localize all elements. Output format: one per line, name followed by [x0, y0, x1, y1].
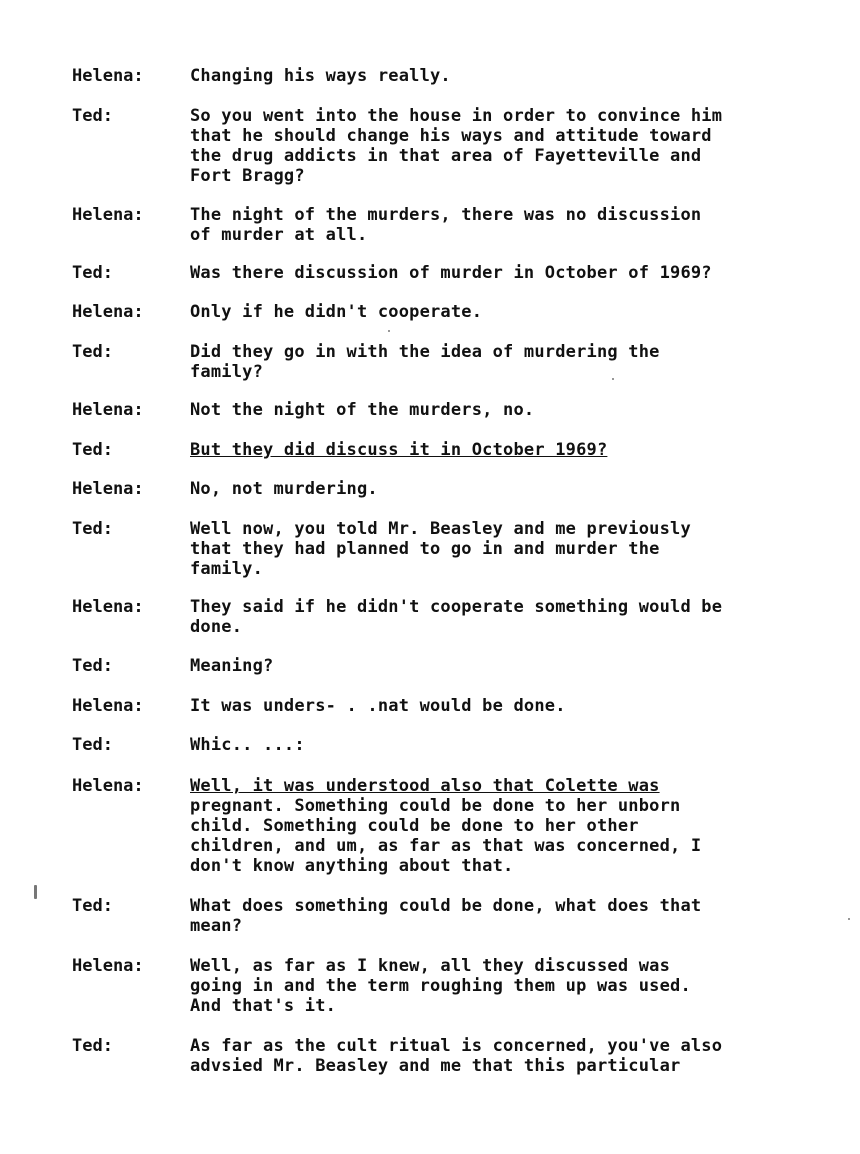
dialogue-line: of murder at all.	[190, 225, 368, 245]
dialogue-line: Changing his ways really.	[190, 66, 451, 86]
dialogue-line: Well, it was understood also that Colette was	[190, 776, 660, 796]
speaker-label: Helena:	[72, 66, 144, 86]
dialogue-line: Was there discussion of murder in October of 1969?	[190, 263, 712, 283]
dialogue-line: So you went into the house in order to convince him	[190, 106, 723, 126]
speaker-label: Ted:	[72, 519, 113, 539]
speaker-label: Helena:	[72, 776, 144, 796]
dialogue-line: The night of the murders, there was no discussion	[190, 205, 702, 225]
dialogue-line: But they did discuss it in October 1969?	[190, 440, 608, 460]
speaker-label: Ted:	[72, 735, 113, 755]
speaker-label: Helena:	[72, 205, 144, 225]
speaker-label: Ted:	[72, 896, 113, 916]
dialogue-line: As far as the cult ritual is concerned, you've also	[190, 1036, 723, 1056]
dialogue-line: the drug addicts in that area of Fayetteville and	[190, 146, 702, 166]
dialogue-line: mean?	[190, 916, 243, 936]
speaker-label: Helena:	[72, 479, 144, 499]
dialogue-line: No, not murdering.	[190, 479, 378, 499]
speaker-label: Helena:	[72, 696, 144, 716]
dialogue-line: What does something could be done, what does that	[190, 896, 702, 916]
scan-speck	[388, 330, 390, 332]
dialogue-line: They said if he didn't cooperate something would be	[190, 597, 723, 617]
dialogue-line: Did they go in with the idea of murdering the	[190, 342, 660, 362]
dialogue-line: It was unders- . .nat would be done.	[190, 696, 566, 716]
dialogue-line: Well, as far as I knew, all they discussed was	[190, 956, 671, 976]
dialogue-line: don't know anything about that.	[190, 856, 514, 876]
dialogue-line: done.	[190, 617, 243, 637]
speaker-label: Helena:	[72, 597, 144, 617]
speaker-label: Ted:	[72, 440, 113, 460]
dialogue-line: And that's it.	[190, 996, 337, 1016]
dialogue-line: Well now, you told Mr. Beasley and me previously	[190, 519, 691, 539]
dialogue-line: Whic.. ...:	[190, 735, 305, 755]
dialogue-line: child. Something could be done to her other	[190, 816, 639, 836]
dialogue-line: that they had planned to go in and murder the	[190, 539, 660, 559]
dialogue-line: Fort Bragg?	[190, 166, 305, 186]
speaker-label: Ted:	[72, 342, 113, 362]
dialogue-line: family.	[190, 559, 264, 579]
speaker-label: Helena:	[72, 956, 144, 976]
dialogue-line: going in and the term roughing them up was used.	[190, 976, 691, 996]
dialogue-line: Meaning?	[190, 656, 274, 676]
scan-speck	[612, 378, 614, 380]
speaker-label: Helena:	[72, 400, 144, 420]
speaker-label: Helena:	[72, 302, 144, 322]
dialogue-line: that he should change his ways and attitude toward	[190, 126, 712, 146]
speaker-label: Ted:	[72, 106, 113, 126]
dialogue-line: children, and um, as far as that was concerned, I	[190, 836, 702, 856]
speaker-label: Ted:	[72, 1036, 113, 1056]
scan-speck	[848, 918, 850, 920]
dialogue-line: Not the night of the murders, no.	[190, 400, 535, 420]
speaker-label: Ted:	[72, 656, 113, 676]
scan-speck	[34, 885, 37, 899]
dialogue-line: family?	[190, 362, 264, 382]
speaker-label: Ted:	[72, 263, 113, 283]
dialogue-line: pregnant. Something could be done to her unborn	[190, 796, 681, 816]
dialogue-line: Only if he didn't cooperate.	[190, 302, 483, 322]
dialogue-line: advsied Mr. Beasley and me that this particular	[190, 1056, 681, 1076]
